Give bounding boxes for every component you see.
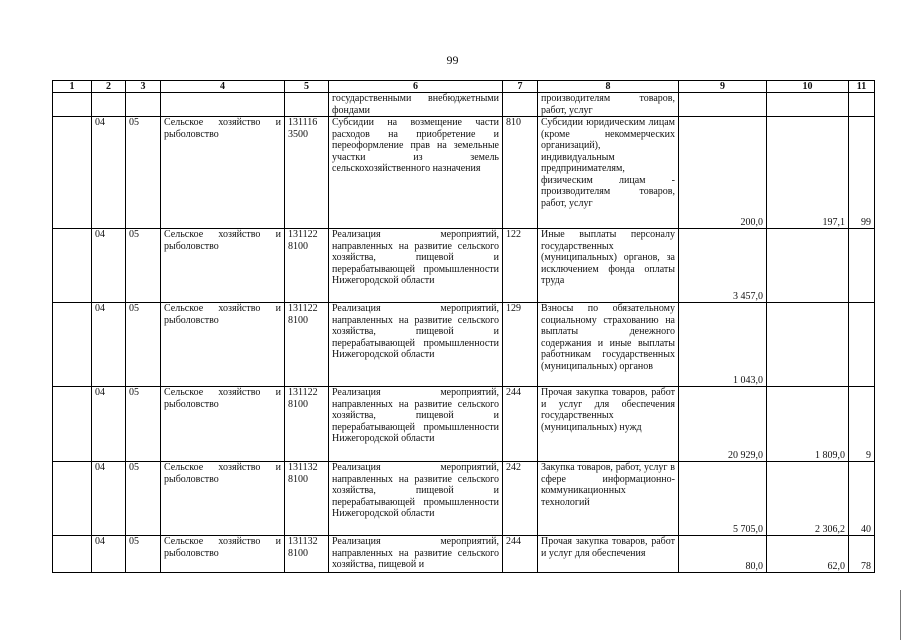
cell-name: Сельское хозяйство и рыболовство	[161, 229, 285, 303]
cell-expense-name: Закупка товаров, работ, услуг в сфере информационно-коммуникационных технологий	[538, 462, 679, 536]
table-row	[53, 462, 875, 536]
header-cell: 4	[161, 81, 285, 93]
scan-edge-line	[900, 590, 901, 640]
header-cell: 6	[329, 81, 503, 93]
cell-plan: 1 043,0	[679, 303, 767, 387]
cell-target-name: Реализация мероприятий, направленных на развитие сельского хозяйства, пищевой и перерабатывающей промышленности Нижегородской области	[329, 303, 503, 387]
cell-col1	[53, 536, 92, 573]
cell-expense-type: 244	[503, 387, 538, 462]
cell-col1	[53, 462, 92, 536]
cell-name: Сельское хозяйство и рыболовство	[161, 462, 285, 536]
cell-plan: 5 705,0	[679, 462, 767, 536]
cell-target-code: 131132 8100	[285, 536, 329, 573]
cell-col1	[53, 229, 92, 303]
cell-expense-type	[503, 93, 538, 117]
cell-percent	[849, 303, 875, 387]
cell-section: 04	[92, 462, 126, 536]
cell-percent	[849, 229, 875, 303]
cell-expense-type: 244	[503, 536, 538, 573]
cell-expense-type: 122	[503, 229, 538, 303]
table-row	[53, 303, 875, 387]
cell-subsection	[126, 93, 161, 117]
budget-table	[52, 80, 875, 573]
table-row	[53, 229, 875, 303]
cell-target-code: 131122 8100	[285, 303, 329, 387]
cell-expense-type: 242	[503, 462, 538, 536]
cell-target-code: 131132 8100	[285, 462, 329, 536]
cell-subsection: 05	[126, 229, 161, 303]
cell-subsection: 05	[126, 117, 161, 229]
cell-percent: 78	[849, 536, 875, 573]
cell-target-name: Реализация мероприятий, направленных на развитие сельского хозяйства, пищевой и перерабатывающей промышленности Нижегородской области	[329, 462, 503, 536]
header-cell: 3	[126, 81, 161, 93]
table-row	[53, 117, 875, 229]
cell-section: 04	[92, 303, 126, 387]
cell-section	[92, 93, 126, 117]
cell-target-code: 131122 8100	[285, 387, 329, 462]
cell-col1	[53, 117, 92, 229]
cell-target-name: государственными внебюджетными фондами	[329, 93, 503, 117]
cell-plan: 200,0	[679, 117, 767, 229]
cell-target-code	[285, 93, 329, 117]
header-cell: 5	[285, 81, 329, 93]
cell-plan: 3 457,0	[679, 229, 767, 303]
header-cell: 11	[849, 81, 875, 93]
header-row	[53, 81, 875, 93]
cell-name	[161, 93, 285, 117]
cell-percent: 99	[849, 117, 875, 229]
cell-plan: 20 929,0	[679, 387, 767, 462]
cell-actual: 1 809,0	[767, 387, 849, 462]
cell-actual	[767, 303, 849, 387]
cell-subsection: 05	[126, 536, 161, 573]
cell-expense-name: Иные выплаты персоналу государственных (муниципальных) органов, за исключением фонда оплаты труда	[538, 229, 679, 303]
header-cell: 1	[53, 81, 92, 93]
cell-expense-name: Прочая закупка товаров, работ и услуг для обеспечения государственных (муниципальных) нужд	[538, 387, 679, 462]
cell-col1	[53, 303, 92, 387]
table-row	[53, 536, 875, 573]
cell-actual: 2 306,2	[767, 462, 849, 536]
table-row	[53, 387, 875, 462]
cell-target-name: Реализация мероприятий, направленных на развитие сельского хозяйства, пищевой и перерабатывающей промышленности Нижегородской области	[329, 387, 503, 462]
cell-percent: 40	[849, 462, 875, 536]
cell-actual: 62,0	[767, 536, 849, 573]
header-cell: 8	[538, 81, 679, 93]
cell-name: Сельское хозяйство и рыболовство	[161, 303, 285, 387]
cell-name: Сельское хозяйство и рыболовство	[161, 387, 285, 462]
cell-target-name: Реализация мероприятий, направленных на развитие сельского хозяйства, пищевой и	[329, 536, 503, 573]
cell-target-code: 131122 8100	[285, 229, 329, 303]
cell-name: Сельское хозяйство и рыболовство	[161, 536, 285, 573]
cell-subsection: 05	[126, 462, 161, 536]
header-cell: 7	[503, 81, 538, 93]
cell-expense-name: Субсидии юридическим лицам (кроме некоммерческих организаций), индивидуальным предпринимателям, физическим лицам - производителям товаров, работ, услуг	[538, 117, 679, 229]
cell-expense-type: 810	[503, 117, 538, 229]
cell-section: 04	[92, 117, 126, 229]
cell-expense-name: Взносы по обязательному социальному страхованию на выплаты денежного содержания и иные выплаты работникам государственных (муниципальных) органов	[538, 303, 679, 387]
cell-expense-name: производителям товаров, работ, услуг	[538, 93, 679, 117]
cell-target-name: Реализация мероприятий, направленных на развитие сельского хозяйства, пищевой и перерабатывающей промышленности Нижегородской области	[329, 229, 503, 303]
cell-percent: 9	[849, 387, 875, 462]
cell-percent	[849, 93, 875, 117]
cell-col1	[53, 93, 92, 117]
cell-expense-name: Прочая закупка товаров, работ и услуг для обеспечения	[538, 536, 679, 573]
cell-plan	[679, 93, 767, 117]
cell-section: 04	[92, 229, 126, 303]
cell-name: Сельское хозяйство и рыболовство	[161, 117, 285, 229]
table-row	[53, 93, 875, 117]
cell-actual	[767, 93, 849, 117]
cell-section: 04	[92, 387, 126, 462]
cell-plan: 80,0	[679, 536, 767, 573]
page-number: 99	[446, 53, 459, 67]
cell-expense-type: 129	[503, 303, 538, 387]
cell-col1	[53, 387, 92, 462]
cell-subsection: 05	[126, 303, 161, 387]
header-cell: 2	[92, 81, 126, 93]
cell-subsection: 05	[126, 387, 161, 462]
header-cell: 9	[679, 81, 767, 93]
cell-target-code: 131116 3500	[285, 117, 329, 229]
cell-target-name: Субсидии на возмещение части расходов на приобретение и переоформление прав на земельные участки из земель сельскохозяйственного назначения	[329, 117, 503, 229]
cell-actual: 197,1	[767, 117, 849, 229]
cell-section: 04	[92, 536, 126, 573]
header-cell: 10	[767, 81, 849, 93]
cell-actual	[767, 229, 849, 303]
